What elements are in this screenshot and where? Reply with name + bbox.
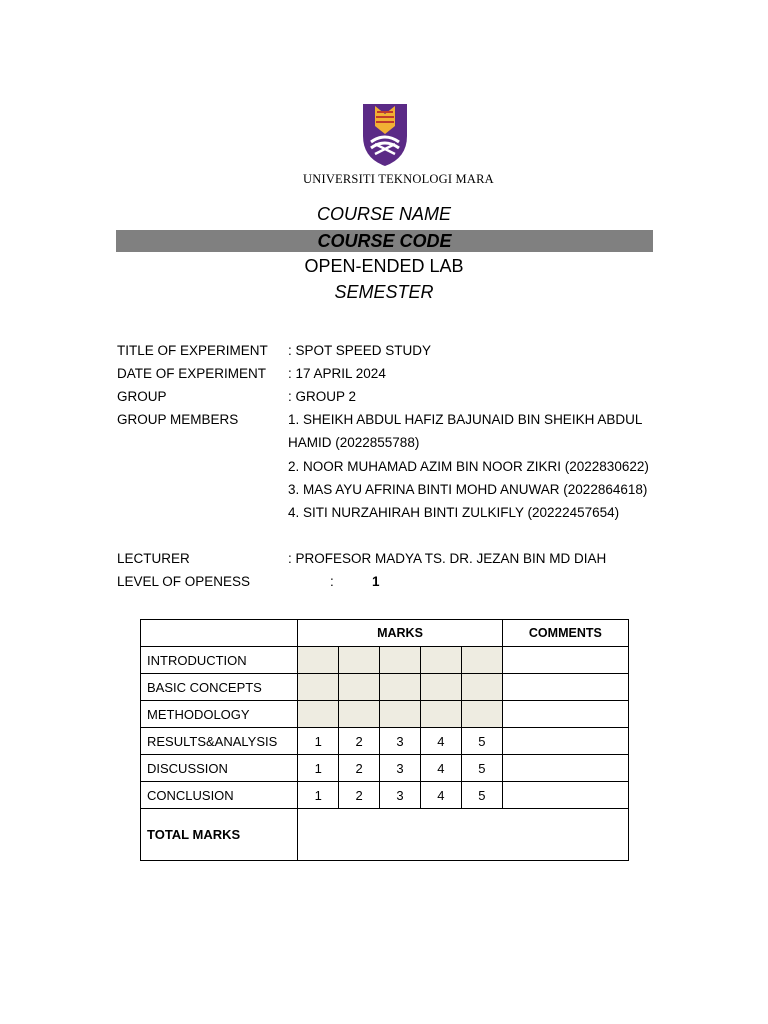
table-row bbox=[141, 701, 629, 728]
score-cell[interactable]: 4 bbox=[420, 782, 461, 809]
table-header-row bbox=[141, 620, 629, 647]
title-label: TITLE OF EXPERIMENT bbox=[117, 343, 268, 358]
score-cell[interactable] bbox=[380, 647, 421, 674]
score-cell[interactable] bbox=[298, 701, 339, 728]
score-cell[interactable]: 3 bbox=[380, 755, 421, 782]
openness-value: 1 bbox=[372, 574, 380, 589]
comment-cell[interactable] bbox=[502, 674, 628, 701]
criterion-label: METHODOLOGY bbox=[141, 701, 298, 728]
score-cell[interactable] bbox=[461, 674, 502, 701]
semester: SEMESTER bbox=[334, 282, 434, 302]
member-line: 3. MAS AYU AFRINA BINTI MOHD ANUWAR (2022864618) bbox=[288, 482, 648, 497]
course-code: COURSE CODE bbox=[116, 230, 653, 252]
score-cell[interactable]: 4 bbox=[420, 728, 461, 755]
score-cell[interactable] bbox=[380, 674, 421, 701]
crest-icon bbox=[361, 102, 409, 168]
score-cell[interactable]: 3 bbox=[380, 728, 421, 755]
marks-header: MARKS bbox=[298, 620, 502, 647]
member-line: 2. NOOR MUHAMAD AZIM BIN NOOR ZIKRI (2022830622) bbox=[288, 459, 649, 474]
score-cell[interactable] bbox=[461, 647, 502, 674]
score-cell[interactable]: 1 bbox=[298, 755, 339, 782]
criterion-label: BASIC CONCEPTS bbox=[141, 674, 298, 701]
criterion-label: INTRODUCTION bbox=[141, 647, 298, 674]
score-cell[interactable]: 4 bbox=[420, 755, 461, 782]
table-row bbox=[141, 647, 629, 674]
score-cell[interactable] bbox=[420, 674, 461, 701]
comment-cell[interactable] bbox=[502, 728, 628, 755]
table-row bbox=[141, 674, 629, 701]
criterion-label: DISCUSSION bbox=[141, 755, 298, 782]
criterion-label: CONCLUSION bbox=[141, 782, 298, 809]
comments-header: COMMENTS bbox=[502, 620, 628, 647]
group-label: GROUP bbox=[117, 389, 167, 404]
total-row bbox=[141, 809, 629, 861]
lab-type: OPEN-ENDED LAB bbox=[304, 256, 464, 276]
score-cell[interactable]: 1 bbox=[298, 782, 339, 809]
member-line: 4. SITI NURZAHIRAH BINTI ZULKIFLY (20222457654) bbox=[288, 505, 620, 520]
lecturer-label: LECTURER bbox=[117, 551, 190, 566]
openness-colon: : bbox=[330, 574, 334, 589]
comment-cell[interactable] bbox=[502, 755, 628, 782]
table-row bbox=[141, 728, 629, 755]
lecturer-value: : PROFESOR MADYA TS. DR. JEZAN BIN MD DIAH bbox=[288, 551, 607, 566]
score-cell[interactable] bbox=[298, 647, 339, 674]
score-cell[interactable]: 3 bbox=[380, 782, 421, 809]
openness-label: LEVEL OF OPENESS bbox=[117, 574, 251, 589]
table-row bbox=[141, 782, 629, 809]
date-label: DATE OF EXPERIMENT bbox=[117, 366, 267, 381]
comment-cell[interactable] bbox=[502, 701, 628, 728]
total-marks-cell[interactable] bbox=[298, 809, 629, 861]
member-line: HAMID (2022855788) bbox=[288, 435, 420, 450]
comment-cell[interactable] bbox=[502, 782, 628, 809]
table-row bbox=[141, 755, 629, 782]
marks-table bbox=[140, 619, 629, 861]
score-cell[interactable]: 5 bbox=[461, 782, 502, 809]
table-corner-cell bbox=[141, 620, 298, 647]
score-cell[interactable] bbox=[298, 674, 339, 701]
comment-cell[interactable] bbox=[502, 647, 628, 674]
criterion-label: RESULTS&ANALYSIS bbox=[141, 728, 298, 755]
score-cell[interactable] bbox=[461, 701, 502, 728]
score-cell[interactable]: 5 bbox=[461, 755, 502, 782]
score-cell[interactable] bbox=[339, 674, 380, 701]
members-label: GROUP MEMBERS bbox=[117, 412, 239, 427]
score-cell[interactable]: 1 bbox=[298, 728, 339, 755]
score-cell[interactable]: 2 bbox=[339, 728, 380, 755]
group-value: : GROUP 2 bbox=[288, 389, 357, 404]
score-cell[interactable]: 2 bbox=[339, 755, 380, 782]
score-cell[interactable] bbox=[339, 701, 380, 728]
date-value: : 17 APRIL 2024 bbox=[288, 366, 386, 381]
member-line: 1. SHEIKH ABDUL HAFIZ BAJUNAID BIN SHEIKH ABDUL bbox=[288, 412, 643, 427]
score-cell[interactable]: 5 bbox=[461, 728, 502, 755]
score-cell[interactable] bbox=[420, 647, 461, 674]
course-name: COURSE NAME bbox=[316, 204, 451, 224]
total-marks-label: TOTAL MARKS bbox=[141, 809, 298, 861]
score-cell[interactable]: 2 bbox=[339, 782, 380, 809]
university-name: UNIVERSITI TEKNOLOGI MARA bbox=[303, 172, 494, 186]
title-value: : SPOT SPEED STUDY bbox=[288, 343, 432, 358]
score-cell[interactable] bbox=[339, 647, 380, 674]
score-cell[interactable] bbox=[380, 701, 421, 728]
university-logo bbox=[303, 102, 494, 188]
score-cell[interactable] bbox=[420, 701, 461, 728]
